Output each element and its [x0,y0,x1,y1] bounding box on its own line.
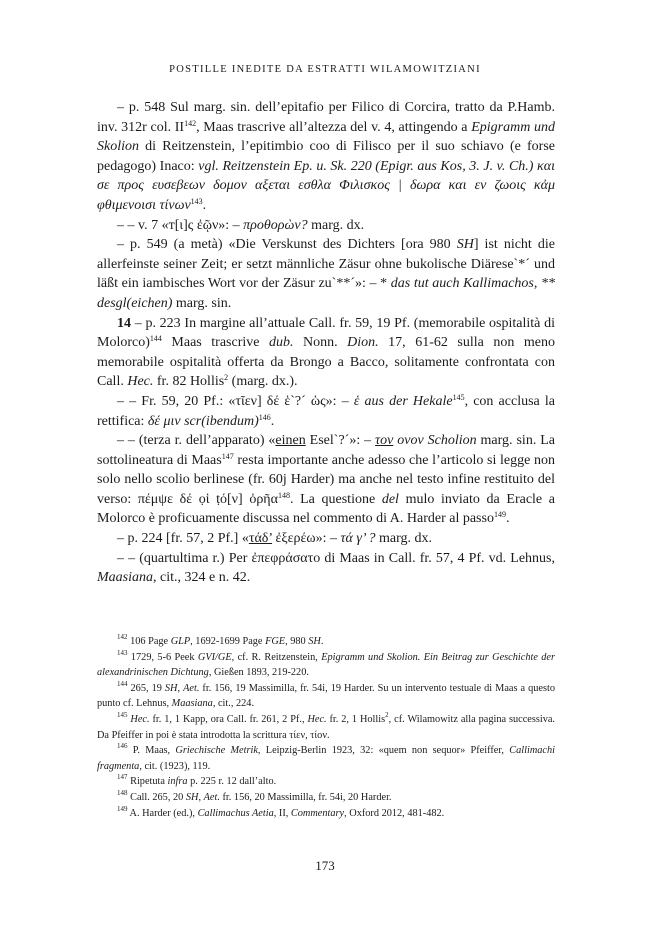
text-run: , 1692-1699 Page [190,636,266,647]
text-run: Esel`?´»: – [305,433,376,449]
text-run-italic: vgl. Reitzenstein Ep. u. Sk. 220 (Epigr. aus Kos, 3. J. v. Ch.) και σε προς ευσεβεων δομον αξεται εσθλα Φιλισκος | δωρα και εν ζωοις κἀμ φθιμενοισι τίνων [97,158,555,213]
text-run-italic: Callimachus Aetia [197,807,274,819]
text-run: Ripetuta [130,776,168,788]
text-run: , [198,791,204,803]
text-run: di Reitzenstein, l’epitimbio coo di Filisco per il suo schiavo (e forse pedagogo) Inaco: [97,139,555,174]
footnote-146 [97,743,555,774]
text-run: P. Maas, [132,745,176,757]
text-run: . La questione [289,491,382,507]
text-run-italic: Griechische Metrik [175,745,258,757]
text-run: ] ist nicht die allerfeinste seiner Zeit; er setzt männliche Zäsur ohne bukolische Diärese`*´ und läßt ein iambisches Wort vor der Zäsur zu`**´»: – * [97,237,555,292]
text-run: , cit., 224. [212,698,255,710]
footnote-ref-142[interactable]: 142 [184,118,197,128]
text-run: – – v. 7 «ᴛ[ι]ς ἐῷν»: – [117,217,244,233]
page-number: 173 [315,858,335,873]
text-run: Call. 265, 20 [130,791,186,803]
text-run: – p. 549 (a metà) «Die Verskunst des Dichters [ora 980 [117,237,457,253]
text-run-underlined: τάδ’ [248,531,273,547]
footnote-ref-148[interactable]: 148 [277,490,290,500]
edition-superscript: 2 [224,373,229,383]
paragraph-p224 [97,529,555,549]
text-run-italic: Hec. [307,713,327,725]
footnote-143 [97,650,555,681]
text-run: fr. 1, 1 Kapp, ora Call. fr. 261, 2 Pf., [149,713,308,725]
footnote-ref-146[interactable]: 146 [258,412,271,422]
text-run-italic: Epigramm und Skolion [97,119,555,155]
text-run-italic: Hec. [127,374,154,390]
text-run: , II, [273,807,291,819]
footnote-number: 146 [117,742,128,751]
text-run: marg. dx. [375,531,432,547]
footnote-ref-143[interactable]: 143 [190,196,203,206]
footnote-ref-145[interactable]: 145 [452,392,465,402]
text-run: , cit., 324 e n. 42. [153,570,251,586]
paragraph-fr59-20 [97,392,555,431]
text-run: , 980 [285,636,309,647]
text-run-italic: προθορὼν? [243,217,308,233]
footnote-number: 149 [117,804,128,813]
text-run: 1729, 5-6 Peek [130,651,198,663]
text-run-italic: infra [167,776,188,788]
text-run: . [320,636,324,647]
text-run-italic: GLP [170,636,191,647]
text-run: Maas trascrive [161,335,269,351]
text-run: , Maas trascrive all’altezza del v. 4, attingendo a [196,119,472,135]
text-run: p. 225 r. 12 dall’alto. [187,776,277,788]
text-run: mulo inviato da Eracle a Molorco è proficuamente discussa nel commento di A. Harder al passo [97,491,555,527]
text-run-italic: Callimachi fragmenta [97,745,556,772]
footnote-ref-149[interactable]: 149 [493,510,506,520]
text-run: – – (terza r. dell’apparato) « [117,433,276,449]
text-run: , cf. Wilamowitz alla pagina successiva. Da Pfeiffer in poi è stata introdotta la scrittura τίεν, τίον. [97,713,555,741]
text-run-italic: SH [185,791,199,803]
text-run: , Leipzig-Berlin 1923, 32: «quem non sequor» Pfeiffer, [257,745,510,757]
text-run: , cf. R. Reitzenstein, [231,651,322,663]
text-run: , cit. (1923), 119. [139,760,211,772]
text-run: , con acclusa la rettifica: [97,393,555,429]
text-run: , Oxford 2012, 481-482. [344,807,445,819]
paragraph-p548 [97,98,555,216]
edition-superscript: 2 [385,710,389,719]
footnote-145 [97,712,555,743]
text-run: – p. 548 Sul marg. sin. dell’epitafio per Filico di Corcira, tratto da P.Hamb. inv. 312r col. II [97,100,555,135]
text-run: fr. 156, 20 Massimilla, fr. 54i, 20 Harder. [219,791,392,803]
footnote-number: 145 [117,710,128,719]
text-run-italic: Dion. [347,335,379,351]
footnote-number: 143 [117,648,128,657]
text-run-underlined: einen [275,433,306,449]
text-run: . [505,511,510,527]
text-run-italic: SH [164,682,178,694]
text-run-italic: τά γ’ ? [340,531,376,547]
running-title: POSTILLE INEDITE DA ESTRATTI WILAMOWITZIANI [169,64,481,75]
text-run-italic: FGE [265,636,286,647]
paragraph-section-14 [97,314,555,392]
text-run: – – (quartultima r.) Per ἐπεφράσατο di Maas in Call. fr. 57, 4 Pf. vd. Lehnus, [117,550,555,566]
text-run: marg. sin. [172,295,232,311]
text-run-italic: dub. [268,335,294,351]
footnotes [97,634,555,821]
footnote-ref-144[interactable]: 144 [149,334,162,344]
text-run: fr. 2, 1 Hollis [326,713,386,725]
text-run: 265, 19 [130,682,165,694]
footnote-number: 148 [117,788,128,797]
footnote-142 [97,634,555,650]
text-run-italic: das tut auch Kallimachos, ** desgl(eichen) [97,276,555,311]
text-run-italic: Commentary [290,807,345,819]
footnote-number: 142 [117,633,128,641]
text-run-italic: Hec. [130,713,150,725]
text-run-underlined-italic: τον [375,433,394,449]
main-text [97,98,555,588]
text-run-italic: del [381,491,399,507]
paragraph-v7 [97,216,555,236]
footnote-149 [97,806,555,822]
footnote-147 [97,774,555,790]
text-run: fr. 82 Hollis [153,374,225,390]
text-run-italic: GVI/GE [197,651,232,663]
paragraph-p549 [97,235,555,313]
text-run: . [202,197,207,213]
footnote-number: 144 [117,679,128,688]
text-run: – – Fr. 59, 20 Pf.: «τῖεν] δέ ἑ`?´ ὡς»: – [117,393,354,409]
text-run-italic: ονον Scholion [397,433,477,449]
text-run-italic: Aet. [203,791,220,803]
text-run-italic: Maasiana [171,698,213,710]
text-run: . [270,413,275,429]
text-run-italic: δέ μιν scr(ibendum) [147,413,259,429]
text-run: Nonn. [293,335,348,351]
text-run-italic: SH [456,237,474,253]
text-run: (marg. dx.). [228,374,298,390]
footnote-144 [97,681,555,712]
text-run: – p. 223 In margine all’attuale Call. fr. 59, 19 Pf. (memorabile ospitalità di Molorco) [97,315,555,351]
text-run: marg. sin. La sottolineatura di Maas [97,433,556,468]
paragraph-apparatus [97,431,555,529]
text-run: fr. 156, 19 Massimilla, fr. 54i, 19 Harder. Su un intervento testuale di Maas a questo punto cf. Lehnus, [97,682,555,710]
text-run: , Gießen 1893, 219-220. [208,667,309,679]
text-run: ἐξερέω»: – [272,531,341,547]
text-run: 106 Page [130,636,171,647]
text-run: 17, 61-62 sulla non meno memorabile ospitalità offerta da Brongo a Bacco, solitamente confrontata con Call. [97,335,555,390]
footnote-number: 147 [117,773,128,782]
footnote-ref-147[interactable]: 147 [221,451,234,461]
text-run: resta importante anche adesso che l’articolo si legge non solo nello scolio berlinese (fr. 60j Harder) ma anche nel testo infine restituito del verso: πέμψε δέ ọἱ ṭό[ν] ὀρῆα [97,452,555,507]
text-run: A. Harder (ed.), [129,807,198,819]
text-run-italic: Epigramm und Skolion. Ein Beitrag zur Geschichte der alexandrinischen Dichtung [97,651,555,679]
text-run-italic: Aet. [183,682,200,694]
text-run-italic: Maasiana [97,570,153,586]
paragraph-quartultima [97,549,555,588]
text-run: – p. 224 [fr. 57, 2 Pf.] « [117,531,249,547]
text-run-italic: ἑ aus der Hekale [353,393,453,409]
text-run: marg. dx. [307,217,365,233]
text-run: , [177,682,184,694]
footnote-148 [97,790,555,806]
section-number: 14 [117,315,131,331]
text-run-italic: SH [308,636,321,647]
